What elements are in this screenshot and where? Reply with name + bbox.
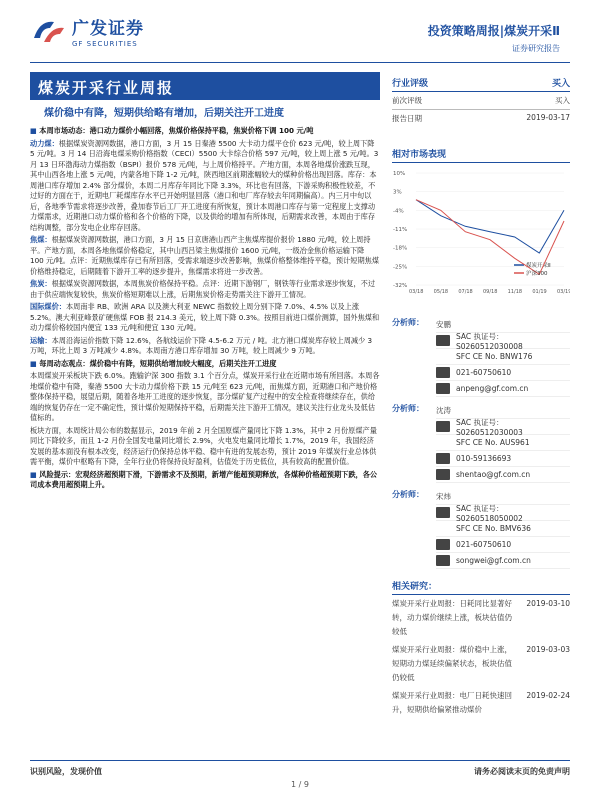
report-sub: 证券研究报告	[512, 44, 560, 53]
company-logo	[30, 14, 144, 48]
report-date-row: 报告日期 2019-03-17	[392, 109, 570, 127]
related-title: 相关研究：	[392, 579, 570, 595]
blank-icon	[436, 523, 450, 534]
analyst-sfc: SFC CE No. AUS961	[436, 435, 570, 451]
header-divider	[30, 62, 570, 63]
related-item[interactable]: 煤炭开采行业周报：电厂日耗快速回升，短期供给偏紧推动煤价 2019-02-24	[392, 691, 570, 714]
analyst-sac: SAC 执证号：S0260512030003	[436, 419, 570, 435]
analyst-email[interactable]: anpeng@gf.com.cn	[436, 381, 570, 397]
blank-icon	[436, 437, 450, 448]
phone-icon	[436, 453, 450, 464]
y-tick-label: -18%	[393, 245, 408, 252]
email-icon	[436, 555, 450, 566]
email-icon	[436, 383, 450, 394]
key-point: ■ 本周市场动态：港口动力煤价小幅回落，焦煤价格保持平稳，焦炭价格下调 100 元/吨	[30, 126, 314, 135]
bullet-icon: ■	[30, 358, 40, 368]
sector-para: 板块方面，本周统计局公布的数据显示，2019 年前 2 月全国原煤产量同比下降 1.3%，其中 2 月份原煤产量同比下降较多，而且 1-2 月份全国发电量同比增长 2.9%，火电发电量同比增长 1.7%，2019 年，我国经济发展的基本面没有根本改变，经济运行仍保持总体平稳、稳中有进的发展态势，预计 2019 年煤炭行业总体供需平衡，煤价中枢略有下降，全年行业仍将保持良好盈利，估值处于历史低位，具有较高的配置价值。	[30, 425, 377, 466]
analyst-phone: 021-60750610	[436, 537, 570, 553]
x-tick-label: 07/18	[458, 289, 473, 295]
analyst-block-2	[392, 403, 570, 483]
report-body	[30, 126, 380, 493]
id-card-icon	[436, 507, 450, 518]
analyst-phone: 010-59136693	[436, 451, 570, 467]
related-item[interactable]: 煤炭开采行业周报：日耗同比显著好转，动力煤价继续上涨，板块估值仍较低 2019-03-10	[392, 599, 570, 636]
rating-header: 行业评级 买入	[392, 74, 570, 92]
x-tick-label: 03/18	[409, 289, 424, 295]
email-icon	[436, 469, 450, 480]
analyst-sfc: SFC CE No. BMV636	[436, 521, 570, 537]
y-tick-label: -11%	[393, 227, 408, 233]
footer-divider	[30, 760, 570, 761]
chart-title: 相对市场表现	[392, 147, 570, 163]
logo-icon	[30, 16, 66, 46]
weekly-view-para: 本周煤炭开采板块下跌 6.0%。跑输沪深 300 指数 3.1 个百分点，煤炭开采行业在近期市场有所回落。本周各地煤价稳中有降，秦港 5500 大卡动力煤价格下跌 15 元/吨至 623 元/吨，而焦煤方面，近期港口和产地价格整体保持平稳，展望后期，随着各地开工进度的逐步恢复，部分煤矿复产过程中的安全检查将继续存在，供给端的恢复仍存在一定不确定性，预计煤价短期保持平稳，后期需关注下游开工情况，建议关注行业龙头及低估值标的。	[30, 371, 380, 422]
analyst-block-1	[392, 317, 570, 397]
x-tick-label: 09/18	[483, 289, 498, 295]
page-header	[0, 0, 600, 66]
blank-icon	[436, 351, 450, 362]
analyst-email[interactable]: songwei@gf.com.cn	[436, 553, 570, 569]
y-tick-label: 10%	[393, 171, 406, 177]
report-type: 投资策略周报|煤炭开采Ⅱ	[427, 24, 560, 38]
relative-performance-chart	[392, 167, 570, 307]
legend-label: 沪深300	[526, 271, 548, 277]
analyst-phone: 021-60750610	[436, 365, 570, 381]
bullet-icon: ■	[30, 126, 40, 135]
report-banner: 煤炭开采行业周报	[30, 72, 380, 100]
analyst-sac: SAC 执证号：S0260512030008	[436, 333, 570, 349]
weekly-view-heading: ■ 每周动态观点：煤价稳中有降，短期供给增加较大幅度，后期关注开工进度	[30, 358, 277, 368]
footer-slogan: 识别风险，发现价值	[30, 767, 102, 776]
analyst-name: 宋炜	[436, 489, 570, 505]
coking-coal-para: 焦煤：根据煤炭资源网数据，港口方面，3 月 15 日京唐港山西产主焦煤库提价报价 1880 元/吨，较上周持平。产地方面，本周各地焦煤价格稳定，其中山西吕梁主焦煤报价 1600 元/吨，一级冶金焦价格运输下降 100 元/吨。点评：近期焦煤库存已有所回落，受需求端逐步改善影响，焦煤价格整体维持平稳，预计短期焦煤价格维持稳定，后期随着下游开工率的逐步提升，焦煤需求将进一步改善。	[30, 235, 380, 276]
intl-coal-para: 国际煤价：本周南非 RB、欧洲 ARA 以及澳大利亚 NEWC 指数较上周分别下降 7.0%、4.5% 以及上涨 5.2%。澳大利亚峰景矿硬焦煤 FOB 报 214.3 美元，较上周下降 0.3%。按照目前进口煤价测算，国外焦煤和动力煤价格较国内便宜 133 元/吨和便宜 130 元/吨。	[30, 302, 380, 332]
analyst-sac: SAC 执证号：S0260518050002	[436, 505, 570, 521]
id-card-icon	[436, 335, 450, 346]
logo-cn: 广发证券	[72, 19, 144, 39]
analyst-label: 分析师：	[392, 404, 424, 413]
analyst-label: 分析师：	[392, 490, 424, 499]
id-card-icon	[436, 421, 450, 432]
sidebar	[392, 74, 570, 719]
phone-icon	[436, 539, 450, 550]
y-tick-label: -32%	[393, 283, 408, 289]
analyst-sfc: SFC CE No. BNW176	[436, 349, 570, 365]
analyst-name: 安鹏	[436, 317, 570, 333]
y-tick-label: 3%	[393, 189, 402, 196]
coke-para: 焦炭：根据煤炭资源网数据，本周焦炭价格保持平稳。点评：近期下游钢厂，钢铁等行业需求逐步恢复，不过由于供应端恢复较快，焦炭价格短期难以上涨，后期焦炭价格走势需关注下游开工情况。	[30, 279, 376, 299]
phone-icon	[436, 367, 450, 378]
y-tick-label: -25%	[393, 264, 408, 271]
risk-warning: ■ 风险提示：宏观经济超预期下滑，下游需求不及预期，新增产能超预期释放，各煤种价格超预期下跌，各公司成本费用超预期上升。	[30, 469, 378, 489]
series-line-0	[416, 200, 564, 253]
prev-rating-row: 前次评级 买入	[392, 96, 570, 105]
thermal-coal-para: 动力煤：根据煤炭资源网数据，港口方面，3 月 15 日秦港 5500 大卡动力煤平仓价 623 元/吨，较上周下降 5 元/吨。3 月 14 日沿海电煤采购价格指数（CECI）5500 大卡综合价格 597 元/吨，较上周上涨 5 元/吨。3 月 13 日环渤海动力煤指数（BSPI）报价 578 元/吨，与上周价格持平。产地方面，本周各地煤价涨跌互现，其中山西各地上涨 5 元/吨，内蒙各地下降 1-2 元/吨，陕西地区前期涨幅较大的煤种价格出现回落。库存：本周港口库存增加 2.4% 部分煤价，本周二月库存年同比下降 3.3%，环比也有回落，下游采购积极性较差，不过好的方面在于，近期电厂耗煤库存水平已开始明显回落（港口和电厂库存较去年同期偏高）。内三月中旬以后，各地季节需求将逐步改善，叠加春节后工厂开工进度有所恢复，预计本周港口库存与第一定程度上支撑动力煤需求，近期港口动力煤价格和各个价格的下降，以及供给的增加有所体现，后期需求改善，本周由于库存结构调整，部分发电企业库存回落。	[30, 138, 379, 232]
x-tick-label: 01/19	[532, 289, 547, 295]
logo-en: GF SECURITIES	[72, 40, 138, 48]
analyst-block-3	[392, 489, 570, 569]
related-item[interactable]: 煤炭开采行业周报：煤价稳中上涨，短期动力煤延续偏紧状态，板块估值仍较低 2019-03-03	[392, 645, 570, 682]
y-tick-label: -4%	[393, 208, 404, 215]
legend-label: 煤炭开采Ⅱ	[526, 263, 551, 269]
x-tick-label: 05/18	[433, 289, 449, 295]
page-number: 1 / 9	[291, 780, 309, 789]
analyst-name: 沈涛	[436, 403, 570, 419]
transport-para: 运输：本周沿海运价指数下降 12.6%，各航线运价下降 4.5-6.2 万元 / 吨。北方港口煤炭库存较上周减少 3 万吨，环比上周 3 万吨减少 4.8%。本周南方港口库存增加 30 万吨，较上周减少 9 万吨。	[30, 335, 373, 355]
report-subtitle: 煤价稳中有降，短期供给略有增加，后期关注开工进度	[44, 108, 284, 119]
footer-disclaimer: 请务必阅读末页的免责声明	[474, 767, 570, 776]
analyst-email[interactable]: shentao@gf.com.cn	[436, 467, 570, 483]
analyst-label: 分析师：	[392, 318, 424, 327]
bullet-icon: ■	[30, 469, 40, 479]
x-tick-label: 03/19	[557, 289, 570, 295]
x-tick-label: 11/18	[507, 289, 523, 295]
